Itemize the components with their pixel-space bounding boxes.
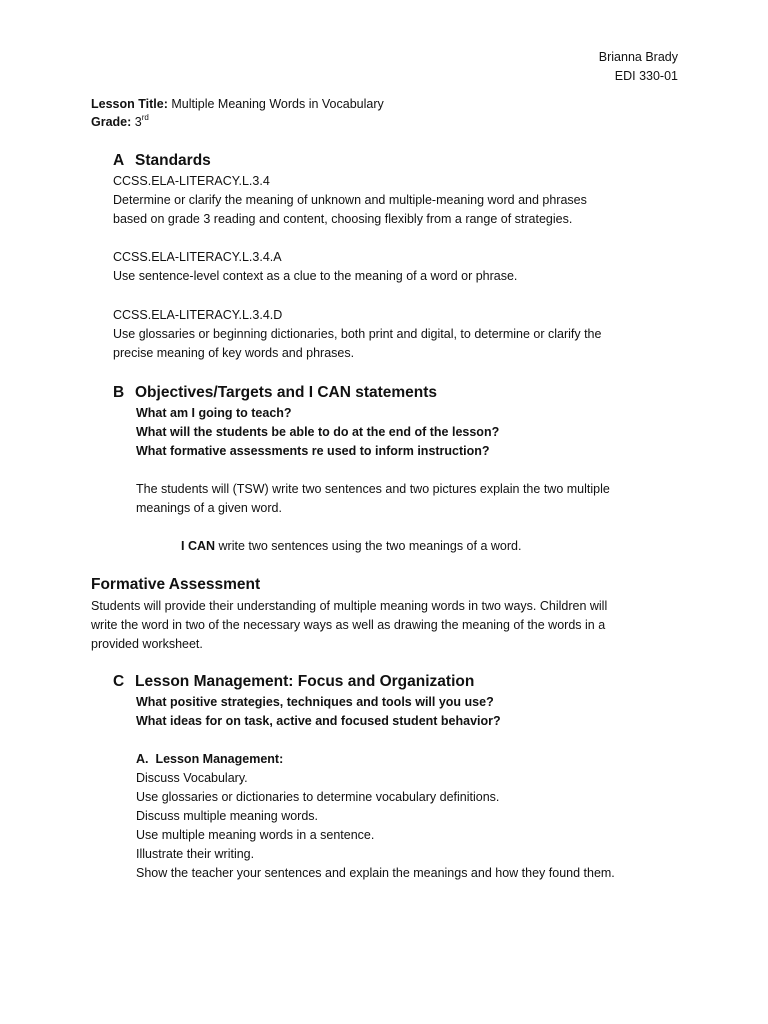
section-a-title: Standards bbox=[135, 152, 211, 169]
objective-line: The students will (TSW) write two sentences and two pictures explain the two multiple bbox=[136, 482, 610, 496]
standard-text-line: Use sentence-level context as a clue to the meaning of a word or phrase. bbox=[113, 269, 518, 283]
ican-text: write two sentences using the two meanings of a word. bbox=[215, 539, 522, 553]
formative-line: write the word in two of the necessary ways as well as drawing the meaning of the words in a bbox=[91, 618, 606, 632]
guiding-question: What ideas for on task, active and focused student behavior? bbox=[136, 714, 501, 728]
guiding-question: What will the students be able to do at the end of the lesson? bbox=[136, 425, 500, 439]
section-b-questions bbox=[136, 404, 696, 461]
lesson-management-list bbox=[136, 750, 696, 883]
management-item: Use multiple meaning words in a sentence. bbox=[136, 828, 375, 842]
ican-label: I CAN bbox=[181, 539, 216, 553]
section-c-heading bbox=[113, 672, 474, 692]
lesson-title-value: Multiple Meaning Words in Vocabulary bbox=[171, 97, 384, 111]
standard-3 bbox=[113, 306, 693, 363]
ican-statement bbox=[181, 537, 521, 556]
section-b-heading bbox=[113, 383, 437, 403]
formative-line: Students will provide their understanding of multiple meaning words in two ways. Children will bbox=[91, 599, 608, 613]
section-a-heading bbox=[113, 151, 211, 171]
section-b-title: Objectives/Targets and I CAN statements bbox=[135, 384, 438, 401]
lesson-title-line bbox=[91, 95, 384, 113]
standard-text-line: Use glossaries or beginning dictionaries, both print and digital, to determine or clarify the bbox=[113, 327, 602, 341]
section-b-letter: B bbox=[113, 384, 125, 401]
grade-suffix: rd bbox=[141, 113, 149, 122]
management-item: Discuss Vocabulary. bbox=[136, 771, 248, 785]
lesson-title-label: Lesson Title: bbox=[91, 97, 168, 111]
section-c-title: Lesson Management: Focus and Organization bbox=[135, 673, 475, 690]
objective-line: meanings of a given word. bbox=[136, 501, 282, 515]
management-item: Show the teacher your sentences and explain the meanings and how they found them. bbox=[136, 866, 615, 880]
lesson-meta bbox=[91, 95, 384, 131]
author-name: Brianna Brady bbox=[598, 50, 678, 64]
management-item: Discuss multiple meaning words. bbox=[136, 809, 319, 823]
author-header bbox=[599, 48, 678, 86]
grade-value: 3 bbox=[134, 115, 142, 129]
formative-line: provided worksheet. bbox=[91, 637, 203, 651]
section-a-letter: A bbox=[113, 152, 125, 169]
management-item: Use glossaries or dictionaries to determine vocabulary definitions. bbox=[136, 790, 500, 804]
standard-text-line: based on grade 3 reading and content, choosing flexibly from a range of strategies. bbox=[113, 212, 573, 226]
formative-assessment-body bbox=[91, 597, 691, 654]
standard-text-line: Determine or clarify the meaning of unknown and multiple-meaning word and phrases bbox=[113, 193, 587, 207]
grade-line bbox=[91, 113, 384, 131]
guiding-question: What formative assessments re used to inform instruction? bbox=[136, 444, 490, 458]
management-item: Illustrate their writing. bbox=[136, 847, 255, 861]
section-c-questions bbox=[136, 693, 696, 731]
section-c-letter: C bbox=[113, 673, 125, 690]
standard-2 bbox=[113, 248, 693, 286]
objective-statement bbox=[136, 480, 696, 518]
standard-1 bbox=[113, 172, 693, 229]
grade-label: Grade: bbox=[91, 115, 132, 129]
standard-code: CCSS.ELA-LITERACY.L.3.4 bbox=[113, 174, 270, 188]
standard-text-line: precise meaning of key words and phrases. bbox=[113, 346, 355, 360]
guiding-question: What positive strategies, techniques and tools will you use? bbox=[136, 695, 494, 709]
standard-code: CCSS.ELA-LITERACY.L.3.4.A bbox=[113, 250, 282, 264]
standard-code: CCSS.ELA-LITERACY.L.3.4.D bbox=[113, 308, 283, 322]
lesson-management-subheading: A. Lesson Management: bbox=[136, 752, 284, 766]
course-code: EDI 330-01 bbox=[614, 69, 678, 83]
guiding-question: What am I going to teach? bbox=[136, 406, 292, 420]
formative-assessment-heading: Formative Assessment bbox=[91, 576, 261, 593]
